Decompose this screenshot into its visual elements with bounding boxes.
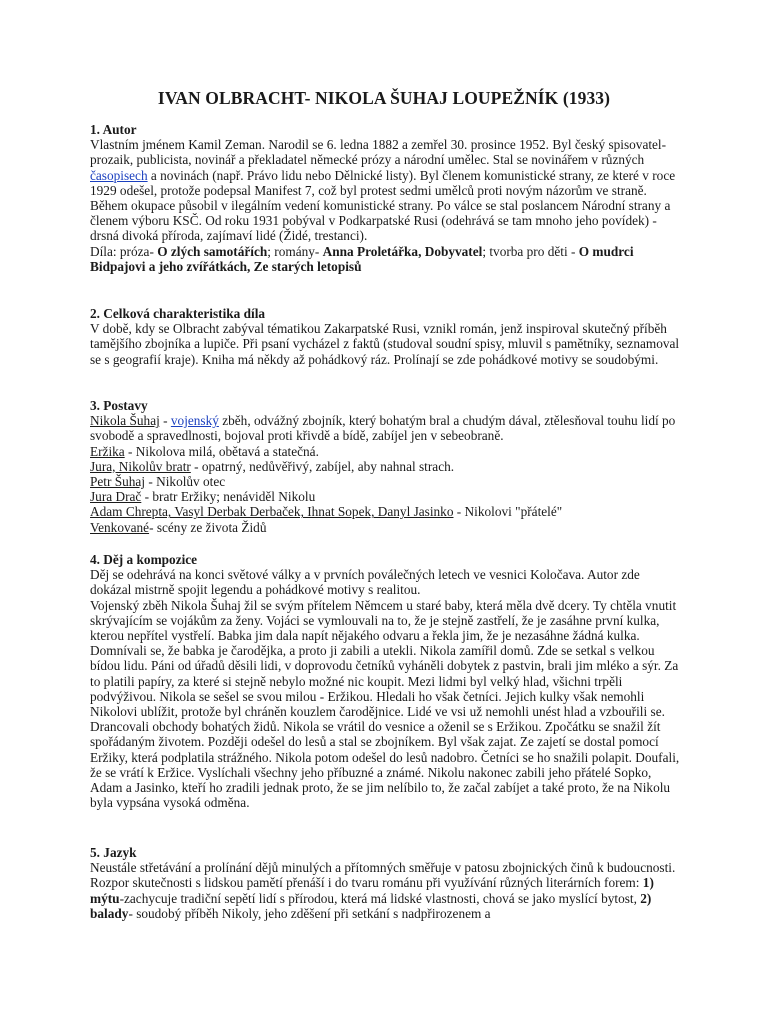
section-charakteristika (90, 306, 680, 367)
dej-intro: Děj se odehrává na konci světové války a v prvních poválečných letech ve vesnici Koločava. Autor zde dokázal mistrně spojit legendu a pohádkové motivy s realitou. (90, 567, 640, 598)
charakteristika-text: V době, kdy se Olbracht zabýval tématikou Zakarpatské Rusi, vznikl román, jenž inspiroval skutečný příběh tamějšího zbojníka a lupiče. Při psaní vycházel z faktů (studoval soudní spisy, mluvil s pamětníky, seznamoval se s geografií kraje). Kniha má někdy až pohádkový ráz. Prolínají se zde pohádkové motivy se soudobými. (90, 321, 680, 367)
works-children: O mudrci Bidpajovi a jeho zvířátkách, Ze starých letopisů (90, 243, 634, 274)
jazyk-text-2: -zachycuje tradiční sepětí lidí s přírodou, která má lidské vlastnosti, chová se jako myslící bytost, (119, 890, 641, 906)
section-postavy (90, 398, 680, 535)
character-erzika (90, 444, 680, 459)
section-jazyk (90, 845, 680, 921)
character-jura (90, 459, 680, 474)
character-nikola (90, 413, 680, 443)
jazyk-myth: 1) mýtu (90, 875, 654, 906)
section-heading: 3. Postavy (90, 398, 148, 413)
autor-works (90, 244, 680, 274)
works-novels: Anna Proletářka, Dobyvatel (322, 243, 483, 259)
works-prose: O zlých samotářích (157, 243, 268, 259)
section-heading: 5. Jazyk (90, 845, 137, 860)
autor-paragraph (90, 137, 680, 243)
character-desc: - Nikolův otec (145, 474, 226, 490)
autor-text-cont: a novinách (např. Právo lidu nebo Dělnické listy). Byl členem komunistické strany, ze které v roce 1929 odešel, protože podepsal Manifest 7, což byl protest sedmi umělců proti novým názorům ve straně. Během okupace působil v ilegálním vedení komunistické strany. Po válce se stal poslancem Národní strany a členem výboru KSČ. Od roku 1931 pobýval v Podkarpatské Rusi (odehrává se tam mnoho jeho povídek) - drsná divoká příroda, zajímaví lidé (Židé, trestanci). (90, 167, 676, 244)
character-name: Adam Chrepta, Vasyl Derbak Derbaček, Ihnat Sopek, Danyl Jasinko (90, 504, 454, 520)
character-desc: - bratr Eržiky; nenáviděl Nikolu (141, 489, 316, 505)
section-autor (90, 122, 680, 274)
vojensky-link[interactable]: vojenský (170, 413, 219, 429)
character-drac (90, 489, 680, 504)
jazyk-text (90, 860, 680, 921)
character-desc: - Nikolovi "přátelé" (453, 504, 563, 520)
character-name: Jura, Nikolův bratr (90, 458, 191, 474)
character-petr (90, 474, 680, 489)
character-name: Nikola Šuhaj (90, 413, 160, 429)
character-venkovane (90, 520, 680, 535)
character-name: Jura Drač (90, 489, 142, 505)
character-desc: zběh, odvážný zbojník, který bohatým bral a chudým dával, ztělesňoval touhu lidí po svobodě a spravedlnosti, bojoval proti křivdě a bídě, zabíjel jen v sebeobraně. (90, 413, 676, 444)
dej-plot: Vojenský zběh Nikola Šuhaj žil se svým přítelem Němcem u staré baby, která měla dvě dcery. Ty chtěla vnutit skrývajícím se vojákům za ženy. Vojáci se vymlouvali na to, že je stejně zastřelí, že je zasáhne první kulka, kterou nepřítel vystřelí. Babka jim dala napít nějakého odvaru a řekla jim, že je nezasáhne žádná kulka. Domnívali se, že babka je čarodějka, a proto ji zabili a utekli. Nikola zamířil domů. Zde se setkal s velkou bídou lidu. Páni od úřadů děsili lidi, v doprovodu četníků vyháněli dobytek z pastvin, brali jim mléko a sýr. Za to platili papíry, za které si stejně nebylo možné nic koupit. Mezi lidmi byl velký hlad, všichni trpěli podvýživou. Nikola se sešel se svou milou - Eržikou. Hledali ho však četníci. Jejich kulky však nemohli Nikolovi ublížit, protože byl chráněn kouzlem čarodějnice. Lidé ve vsi už nemohli unést hlad a vzbouřili se. Drancovali obchody bohatých židů. Nikola se vrátil do vesnice a oženil se s Eržikou. Zpočátku se snažil žít spořádaným životem. Později odešel do lesů a stal se zbojníkem. Byl však zajat. Ze zajetí se dostal pomocí Eržiky, která podplatila strážného. Nikola potom odešel do lesů nadobro. Četníci se ho snažili polapit. Doufali, že se vrátí k Eržice. Vyslíchali všechny jeho příbuzné a známé. Nikolu nakonec zabili jeho přátelé Sopko, Adam a Jasinko, kteří ho zradili jednak proto, že se jim nelíbilo to, že začal zabíjet a také proto, že na Nikolu byla vypsána vysoká odměna. (90, 597, 680, 811)
works-label-novels: ; romány- (267, 243, 323, 259)
character-name: Petr Šuhaj (90, 474, 146, 490)
character-name: Venkované (90, 519, 150, 535)
jazyk-ballad: 2) balady (90, 890, 652, 921)
jazyk-text-3: - soudobý příběh Nikoly, jeho zděšení při setkání s nadpřirozenem a (128, 905, 491, 921)
character-name: Eržika (90, 443, 125, 459)
works-label: Díla: próza- (90, 243, 158, 259)
character-desc: - scény ze života Židů (149, 519, 267, 535)
character-desc: - Nikolova milá, obětavá a statečná. (124, 443, 319, 459)
section-heading: 2. Celková charakteristika díla (90, 306, 266, 321)
section-dej (90, 552, 680, 810)
character-pratele (90, 504, 680, 519)
casopisech-link[interactable]: časopisech (90, 167, 148, 183)
character-desc: - opatrný, nedůvěřivý, zabíjel, aby nahnal strach. (190, 458, 455, 474)
document-title: IVAN OLBRACHT- NIKOLA ŠUHAJ LOUPEŽNÍK (1933) (157, 88, 611, 108)
section-heading: 1. Autor (90, 122, 137, 137)
section-heading: 4. Děj a kompozice (90, 552, 198, 567)
jazyk-text-1: Neustále střetávání a prolínání dějů minulých a přítomných směřuje v patosu zbojnických činů k budoucnosti. Rozpor skutečnosti s lidskou pamětí přenáší i do tvaru románu při využívání různých literárních forem: (90, 860, 676, 891)
autor-text: Vlastním jménem Kamil Zeman. Narodil se 6. ledna 1882 a zemřel 30. prosince 1952. Byl český spisovatel-prozaik, publicista, novinář a překladatel německé prózy a národní umělec. Stal se novinářem v různých (90, 137, 667, 168)
dash: - (159, 413, 171, 429)
works-label-children: ; tvorba pro děti - (482, 243, 579, 259)
